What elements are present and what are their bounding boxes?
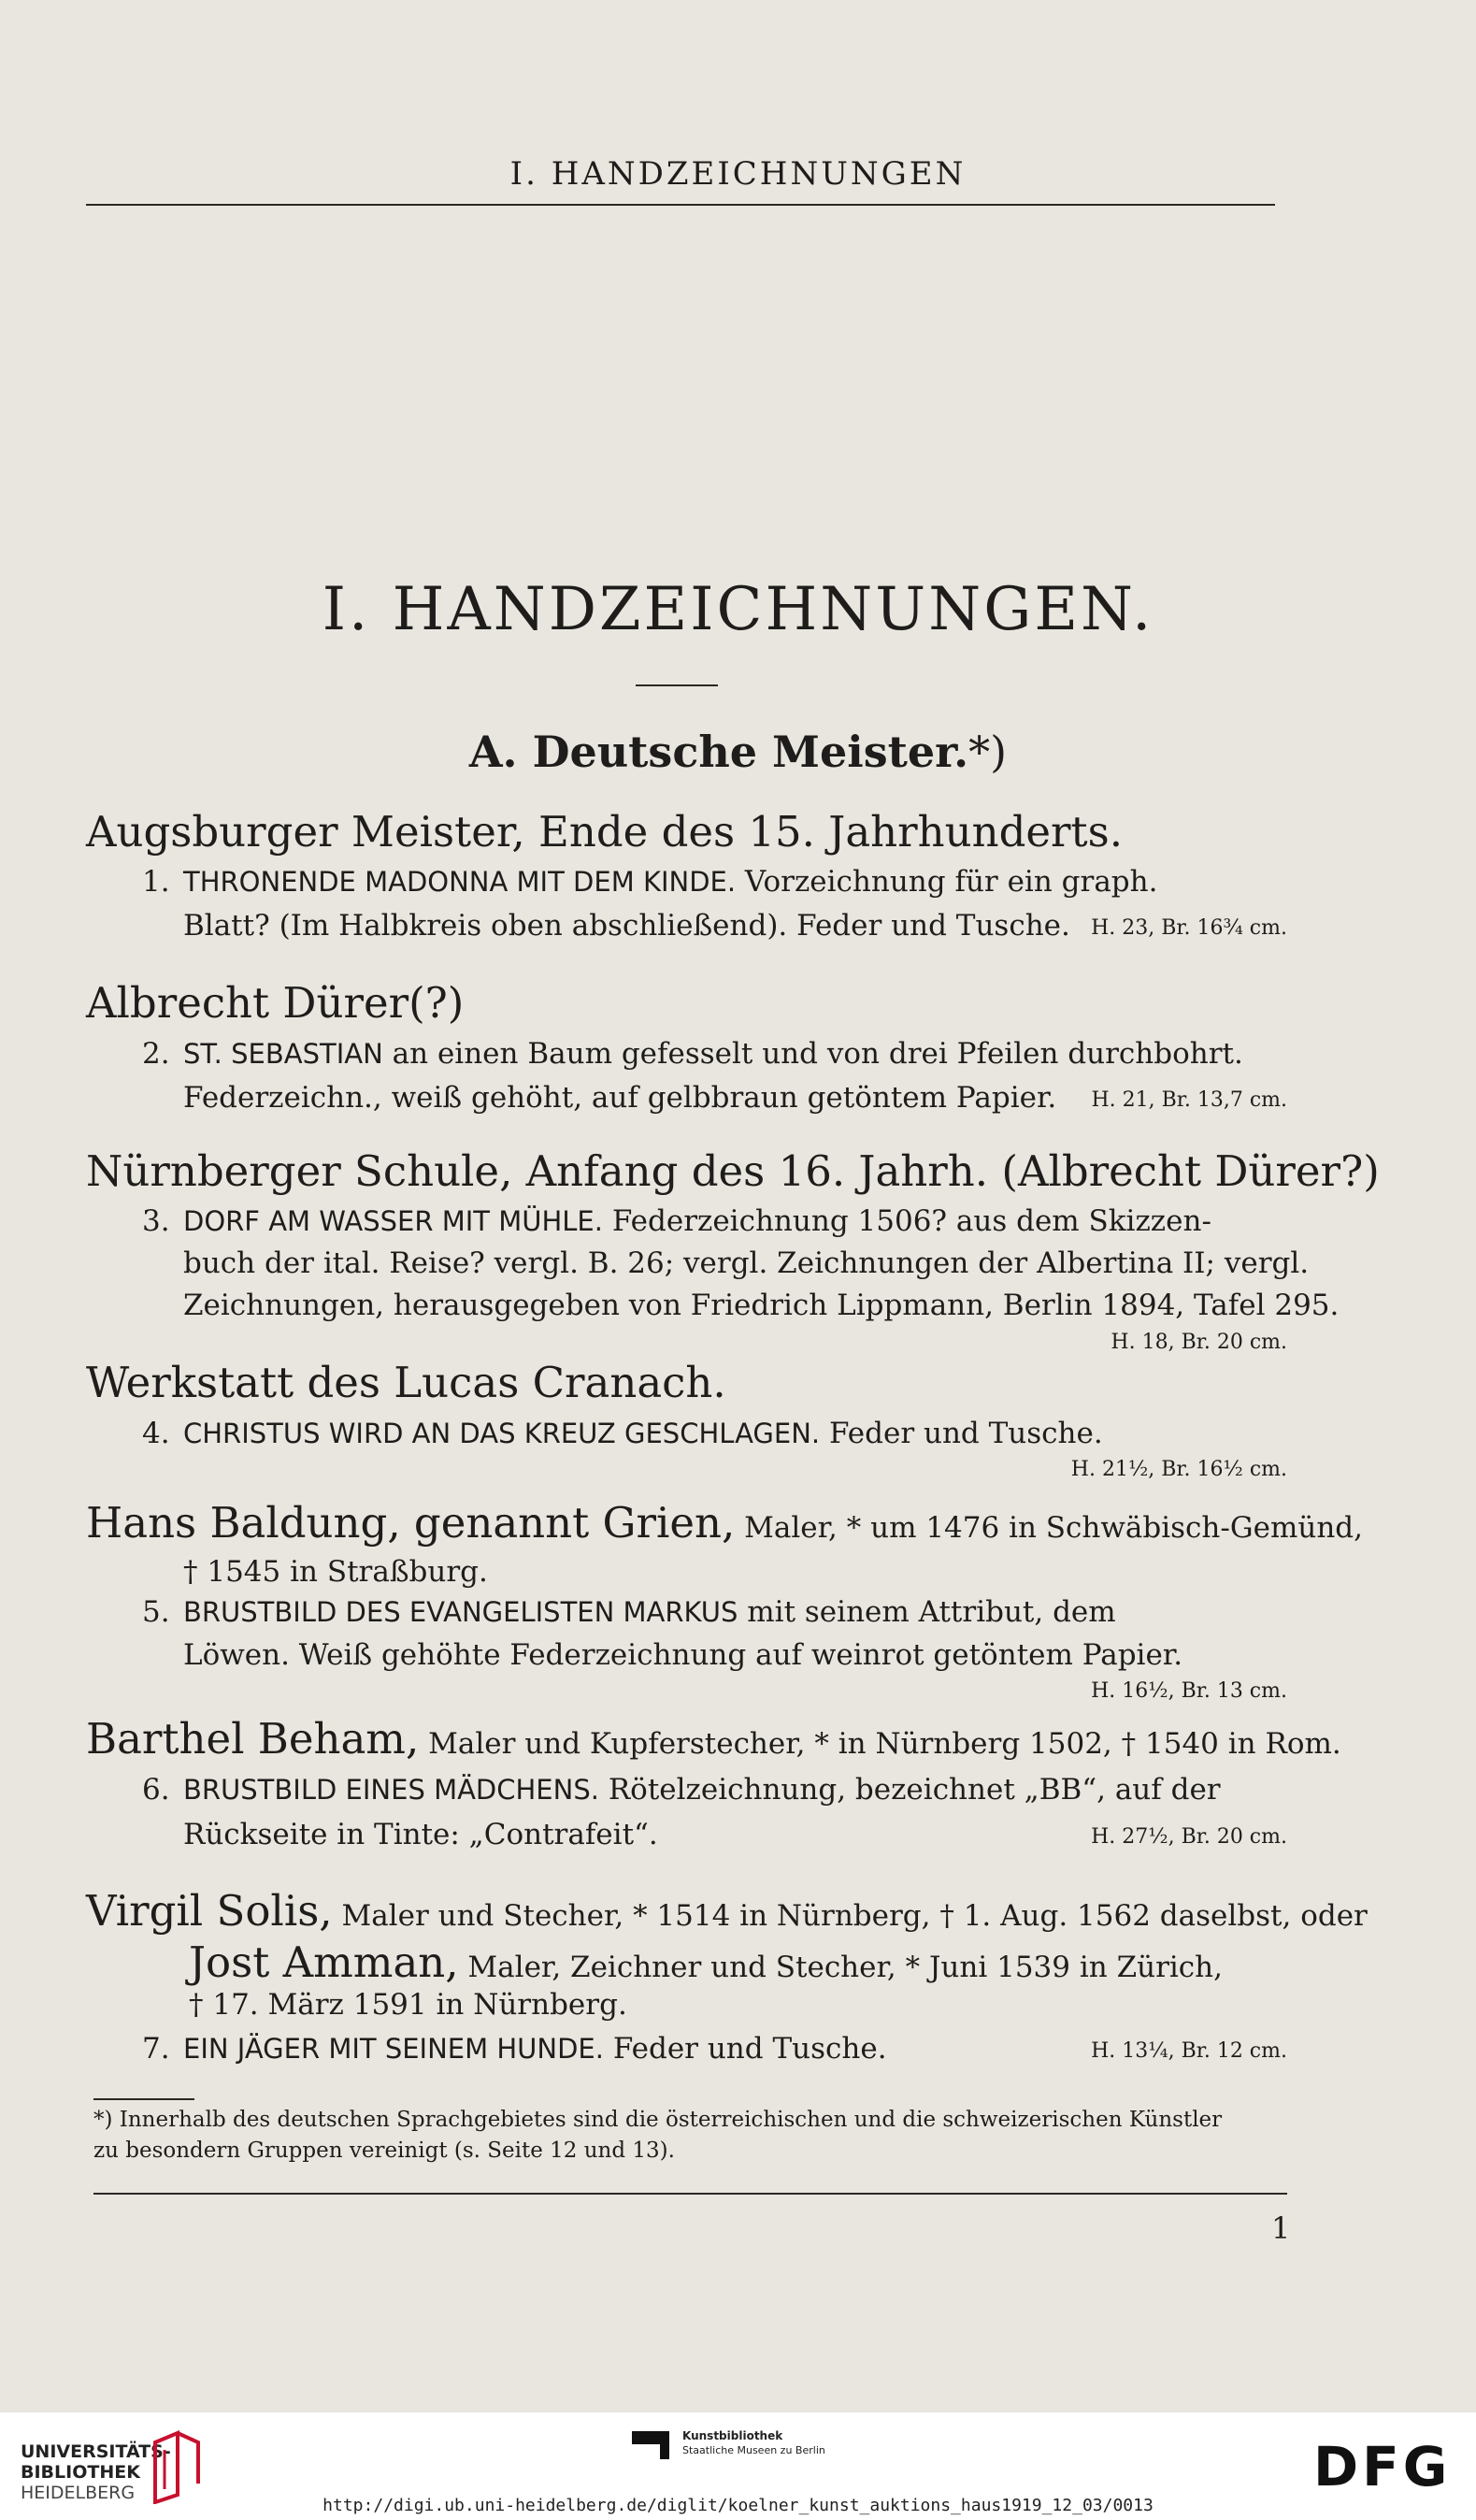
section-title-mark: *) xyxy=(968,727,1008,777)
entry-title: THRONENDE MADONNA MIT DEM KINDE. xyxy=(183,866,737,898)
entry-line xyxy=(183,1204,1211,1238)
entry-title: BRUSTBILD DES EVANGELISTEN MARKUS xyxy=(183,1596,738,1628)
artist-bio: Maler, Zeichner und Stecher, * Juni 1539 in Zürich, xyxy=(458,1951,1223,1984)
artist-bio: Maler und Stecher, * 1514 in Nürnberg, † 1. Aug. 1562 daselbst, oder xyxy=(332,1899,1368,1933)
footnote-line: zu besondern Gruppen vereinigt (s. Seite 12 und 13). xyxy=(93,2138,675,2163)
artist-name: Jost Amman, xyxy=(189,1937,459,1987)
catalog-entry xyxy=(142,1595,1287,1707)
entry-text: Vorzeichnung für ein graph. xyxy=(736,865,1158,899)
dfg-logo xyxy=(1313,2435,1451,2498)
artist-bio-continued: † 1545 in Straßburg. xyxy=(183,1555,488,1589)
entry-line xyxy=(183,1417,1103,1450)
entry-text: mit seinem Attribut, dem xyxy=(738,1595,1116,1629)
artist-heading: Albrecht Dürer(?) xyxy=(86,978,465,1028)
entry-title: DORF AM WASSER MIT MÜHLE. xyxy=(183,1205,603,1237)
entry-line: Rückseite in Tinte: „Contrafeit“. xyxy=(183,1818,658,1851)
entry-line xyxy=(183,1037,1243,1071)
catalog-entry xyxy=(142,1773,1287,1857)
entry-number: 7. xyxy=(142,2032,170,2066)
entry-measurements: H. 16½, Br. 13 cm. xyxy=(1091,1679,1287,1703)
entry-number: 5. xyxy=(142,1595,170,1629)
entry-number: 6. xyxy=(142,1773,170,1807)
artist-heading xyxy=(86,1498,1363,1548)
footnote-line: *) Innerhalb des deutschen Sprachgebietes sind die österreichischen und die schweizerischen Künstler xyxy=(93,2108,1223,2132)
bottom-rule xyxy=(93,2193,1287,2195)
catalog-entry xyxy=(142,1204,1340,1354)
main-title: I. HANDZEICHNUNGEN. xyxy=(322,575,1154,644)
artist-bio: Maler, * um 1476 in Schwäbisch-Gemünd, xyxy=(735,1511,1363,1545)
kunstbibliothek-text xyxy=(682,2429,825,2457)
artist-name: Hans Baldung, genannt Grien, xyxy=(86,1498,736,1548)
artist-heading: Augsburger Meister, Ende des 15. Jahrhunderts. xyxy=(86,807,1124,857)
entry-line: buch der ital. Reise? vergl. B. 26; vergl. Zeichnungen der Albertina II; vergl. xyxy=(183,1246,1310,1280)
entry-number: 3. xyxy=(142,1204,170,1238)
artist-heading: Nürnberger Schule, Anfang des 16. Jahrh. (Albrecht Dürer?) xyxy=(86,1146,1380,1196)
catalog-entry xyxy=(142,2032,1287,2079)
catalog-entry xyxy=(142,865,1287,949)
entry-measurements: H. 23, Br. 16¾ cm. xyxy=(1091,916,1287,940)
digitization-footer xyxy=(0,2412,1476,2520)
entry-measurements: H. 21, Br. 13,7 cm. xyxy=(1091,1088,1287,1112)
entry-line xyxy=(183,1595,1116,1629)
catalog-entry xyxy=(142,1037,1287,1121)
artist-name: Barthel Beham, xyxy=(86,1714,420,1764)
artist-bio: Maler und Kupferstecher, * in Nürnberg 1502, † 1540 in Rom. xyxy=(419,1727,1341,1761)
entry-number: 4. xyxy=(142,1417,170,1450)
entry-title: BRUSTBILD EINES MÄDCHENS. xyxy=(183,1774,599,1806)
artist-bio-continued: † 17. März 1591 in Nürnberg. xyxy=(189,1988,627,2022)
ub-heidelberg-logo-text xyxy=(21,2441,171,2503)
entry-number: 1. xyxy=(142,865,170,899)
section-title xyxy=(0,727,1476,777)
entry-text: an einen Baum gefesselt und von drei Pfeilen durchbohrt. xyxy=(382,1037,1243,1071)
kb-subtitle: Staatliche Museen zu Berlin xyxy=(682,2444,825,2456)
entry-measurements: H. 27½, Br. 20 cm. xyxy=(1091,1825,1287,1849)
entry-line: Blatt? (Im Halbkreis oben abschließend). Feder und Tusche. xyxy=(183,909,1070,943)
entry-title: CHRISTUS WIRD AN DAS KREUZ GESCHLAGEN. xyxy=(183,1418,821,1449)
entry-measurements: H. 18, Br. 20 cm. xyxy=(1111,1331,1287,1354)
entry-text: Feder und Tusche. xyxy=(820,1417,1103,1450)
section-title-text: A. Deutsche Meister. xyxy=(468,727,969,777)
header-rule xyxy=(86,204,1275,206)
artist-heading-alt xyxy=(189,1937,1223,1987)
entry-title: ST. SEBASTIAN xyxy=(183,1038,383,1070)
entry-measurements: H. 13¼, Br. 12 cm. xyxy=(1091,2039,1287,2063)
artist-name: Virgil Solis, xyxy=(86,1886,333,1936)
entry-text: Federzeichnung 1506? aus dem Skizzen- xyxy=(602,1204,1211,1238)
ub-line: HEIDELBERG xyxy=(21,2483,136,2503)
ub-heidelberg-book-icon xyxy=(150,2429,204,2504)
entry-line: Löwen. Weiß gehöhte Federzeichnung auf weinrot getöntem Papier. xyxy=(183,1638,1183,1672)
artist-heading: Werkstatt des Lucas Cranach. xyxy=(86,1358,726,1407)
footnote-rule xyxy=(93,2098,194,2100)
artist-heading xyxy=(86,1886,1368,1936)
title-ornament-rule xyxy=(636,684,718,686)
entry-line xyxy=(183,865,1157,899)
ub-line: BIBLIOTHEK xyxy=(21,2462,140,2483)
entry-text: Feder und Tusche. xyxy=(603,2032,887,2066)
entry-text: Rötelzeichnung, bezeichnet „BB“, auf der xyxy=(598,1773,1221,1807)
artist-heading xyxy=(86,1714,1341,1764)
catalog-entry xyxy=(142,1417,1287,1482)
kb-title: Kunstbibliothek xyxy=(682,2429,783,2442)
dfg-logo-text: DFG xyxy=(1313,2435,1452,2498)
kunstbibliothek-logo-icon xyxy=(628,2426,675,2465)
entry-number: 2. xyxy=(142,1037,170,1071)
entry-line xyxy=(183,1773,1221,1807)
ub-line: UNIVERSITÄTS- xyxy=(21,2441,171,2462)
entry-line: Federzeichn., weiß gehöht, auf gelbbraun getöntem Papier. xyxy=(183,1081,1057,1115)
running-head: I. HANDZEICHNUNGEN xyxy=(509,155,967,193)
entry-title: EIN JÄGER MIT SEINEM HUNDE. xyxy=(183,2033,604,2065)
entry-measurements: H. 21½, Br. 16½ cm. xyxy=(1070,1458,1287,1481)
entry-line xyxy=(183,2032,887,2066)
entry-line: Zeichnungen, herausgegeben von Friedrich Lippmann, Berlin 1894, Tafel 295. xyxy=(183,1289,1340,1322)
page-number: 1 xyxy=(1271,2210,1291,2246)
source-url[interactable]: http://digi.ub.uni-heidelberg.de/diglit/koelner_kunst_auktions_haus1919_12_03/0013 xyxy=(322,2496,1154,2515)
